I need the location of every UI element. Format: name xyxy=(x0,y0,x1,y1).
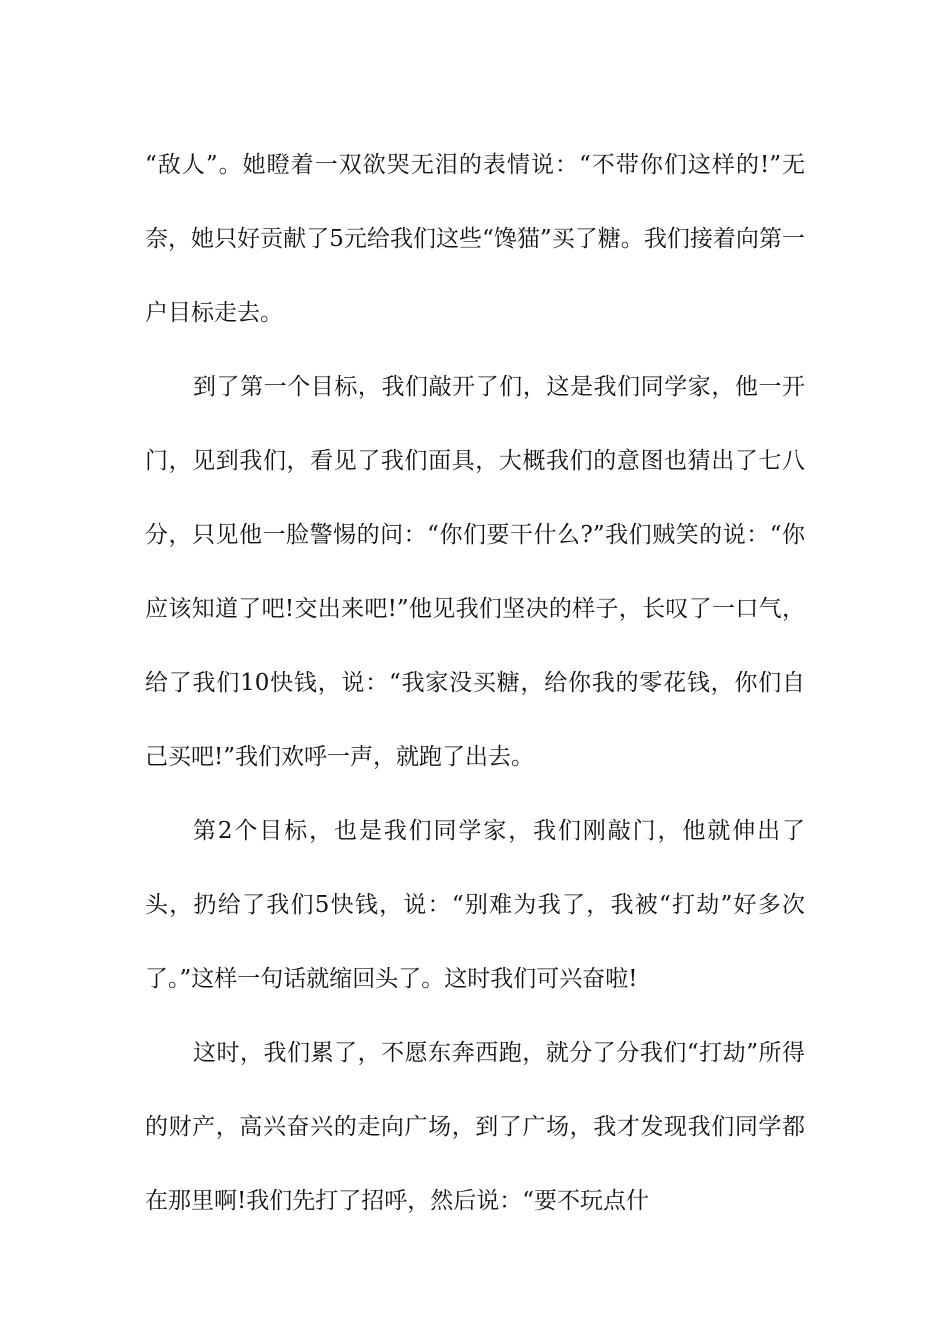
document-body xyxy=(145,128,805,1238)
paragraph-4: 这时，我们累了，不愿东奔西跑，就分了分我们“打劫”所得的财产，高兴奋兴的走向广场，到了广场，我才发现我们同学都在那里啊!我们先打了招呼，然后说：“要不玩点什 xyxy=(145,1040,805,1214)
paragraph-3: 第2个目标，也是我们同学家，我们刚敲门，他就伸出了头，扔给了我们5快钱，说：“别难为我了，我被“打劫”好多次了。”这样一句话就缩回头了。这时我们可兴奋啦! xyxy=(145,818,805,992)
paragraph-1: “敌人”。她瞪着一双欲哭无泪的表情说：“不带你们这样的!”无奈，她只好贡献了5元给我们这些“馋猫”买了糖。我们接着向第一户目标走去。 xyxy=(145,152,805,326)
paragraph-2: 到了第一个目标，我们敲开了们，这是我们同学家，他一开门，见到我们，看见了我们面具，大概我们的意图也猜出了七八分，只见他一脸警惕的问：“你们要干什么?”我们贼笑的说：“你应该知道了吧!交出来吧!”他见我们坚决的样子，长叹了一口气，给了我们10快钱，说：“我家没买糖，给你我的零花钱，你们自己买吧!”我们欢呼一声，就跑了出去。 xyxy=(145,374,805,770)
